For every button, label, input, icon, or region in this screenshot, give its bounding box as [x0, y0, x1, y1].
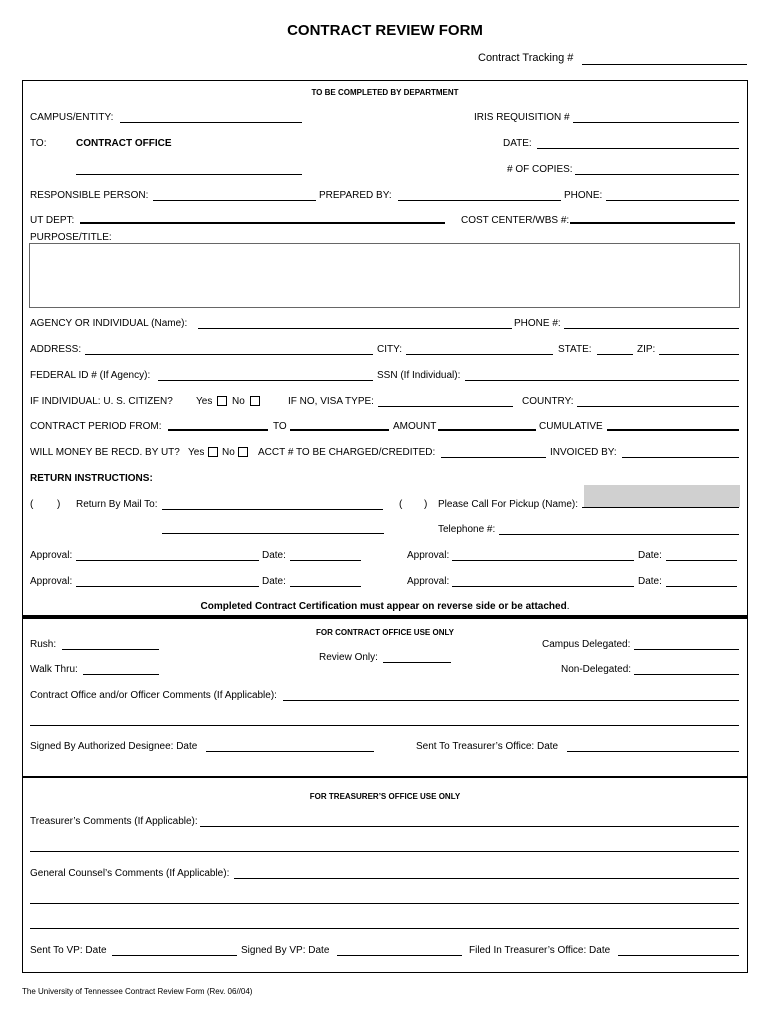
iris-label: IRIS REQUISITION #: [474, 112, 570, 123]
treasurer-comments-field-2[interactable]: [30, 851, 739, 852]
department-header: TO BE COMPLETED BY DEPARTMENT: [311, 88, 459, 97]
approval-label-1: Approval:: [30, 550, 73, 561]
pickup-label: Please Call For Pickup (Name):: [438, 499, 579, 510]
telephone-label: Telephone #:: [438, 524, 496, 535]
telephone-field[interactable]: [499, 534, 739, 535]
phone-label: PHONE:: [564, 190, 603, 201]
to-label: TO:: [30, 138, 47, 149]
purpose-textarea[interactable]: [29, 243, 740, 308]
federal-id-label: FEDERAL ID # (If Agency):: [30, 370, 151, 381]
acct-label: ACCT # TO BE CHARGED/CREDITED:: [258, 447, 436, 458]
period-to-field[interactable]: [290, 429, 389, 431]
campus-field[interactable]: [120, 122, 302, 123]
visa-field[interactable]: [378, 406, 513, 407]
return-mail-field[interactable]: [162, 509, 383, 510]
return-mail-field-2[interactable]: [162, 533, 384, 534]
cost-center-label: COST CENTER/WBS #:: [461, 215, 570, 226]
state-field[interactable]: [597, 354, 633, 355]
approval-date-field-3[interactable]: [290, 586, 361, 587]
ssn-label: SSN (If Individual):: [377, 370, 461, 381]
cumulative-field[interactable]: [607, 429, 739, 431]
visa-label: IF NO, VISA TYPE:: [288, 396, 374, 407]
acct-field[interactable]: [441, 457, 546, 458]
money-no-label: No: [222, 447, 235, 458]
sent-vp-label: Sent To VP: Date: [30, 945, 107, 956]
mail-paren-close: ): [57, 499, 61, 510]
money-yes-checkbox[interactable]: [208, 447, 218, 457]
approval-date-label-4: Date:: [638, 576, 662, 587]
approval-date-field-2[interactable]: [666, 560, 737, 561]
money-recd-label: WILL MONEY BE RECD. BY UT?: [30, 447, 180, 458]
amount-field[interactable]: [438, 429, 536, 431]
approval-field-4[interactable]: [452, 586, 634, 587]
page-title: CONTRACT REVIEW FORM: [287, 22, 483, 39]
citizen-yes-label: Yes: [196, 396, 213, 407]
responsible-label: RESPONSIBLE PERSON:: [30, 190, 149, 201]
office-comments-field[interactable]: [283, 700, 739, 701]
signed-vp-label: Signed By VP: Date: [241, 945, 330, 956]
date-field[interactable]: [537, 148, 739, 149]
country-label: COUNTRY:: [522, 396, 574, 407]
agency-phone-field[interactable]: [564, 328, 739, 329]
citizen-no-label: No: [232, 396, 245, 407]
federal-id-field[interactable]: [158, 380, 373, 381]
sent-treasurer-label: Sent To Treasurer’s Office: Date: [416, 741, 559, 752]
if-individual-label: IF INDIVIDUAL: U. S. CITIZEN?: [30, 396, 173, 407]
non-delegated-field[interactable]: [634, 674, 739, 675]
prepared-label: PREPARED BY:: [319, 190, 392, 201]
invoiced-label: INVOICED BY:: [550, 447, 617, 458]
tracking-field[interactable]: [582, 64, 747, 65]
invoiced-field[interactable]: [622, 457, 739, 458]
address-label: ADDRESS:: [30, 344, 82, 355]
zip-field[interactable]: [659, 354, 739, 355]
sent-vp-field[interactable]: [112, 955, 237, 956]
counsel-comments-field-3[interactable]: [30, 928, 739, 929]
campus-label: CAMPUS/ENTITY:: [30, 112, 114, 123]
signed-designee-label: Signed By Authorized Designee: Date: [30, 741, 198, 752]
filed-label: Filed In Treasurer’s Office: Date: [469, 945, 611, 956]
phone-field[interactable]: [606, 200, 739, 201]
review-only-field[interactable]: [383, 662, 451, 663]
zip-label: ZIP:: [637, 344, 656, 355]
walk-thru-field[interactable]: [83, 674, 159, 675]
treasurer-comments-field[interactable]: [200, 826, 739, 827]
state-label: STATE:: [558, 344, 592, 355]
review-only-label: Review Only:: [319, 652, 378, 663]
contract-office-text: CONTRACT OFFICE: [76, 138, 172, 149]
period-from-field[interactable]: [168, 429, 268, 431]
iris-field[interactable]: [573, 122, 739, 123]
city-label: CITY:: [377, 344, 403, 355]
signed-designee-field[interactable]: [206, 751, 374, 752]
office-header: FOR CONTRACT OFFICE USE ONLY: [316, 628, 454, 637]
amount-label: AMOUNT: [393, 421, 437, 432]
approval-label-3: Approval:: [30, 576, 73, 587]
address-field[interactable]: [85, 354, 373, 355]
period-label: CONTRACT PERIOD FROM:: [30, 421, 162, 432]
approval-field-1[interactable]: [76, 560, 259, 561]
pickup-paren-close: ): [424, 499, 428, 510]
citizen-yes-checkbox[interactable]: [217, 396, 227, 406]
pickup-name-underline: [582, 507, 739, 508]
ut-dept-field[interactable]: [80, 222, 445, 224]
agency-field[interactable]: [198, 328, 512, 329]
approval-date-label-1: Date:: [262, 550, 286, 561]
copies-field[interactable]: [575, 174, 739, 175]
campus-delegated-field[interactable]: [634, 649, 739, 650]
approval-date-field-1[interactable]: [290, 560, 361, 561]
approval-date-field-4[interactable]: [666, 586, 737, 587]
city-field[interactable]: [406, 354, 553, 355]
pickup-paren-open: (: [399, 499, 403, 510]
office-comments-field-2[interactable]: [30, 725, 739, 726]
counsel-comments-label: General Counsel’s Comments (If Applicable):: [30, 868, 230, 879]
office-comments-label: Contract Office and/or Officer Comments (If Applicable):: [30, 690, 277, 701]
period-to-label: TO: [273, 421, 287, 432]
campus-delegated-label: Campus Delegated:: [542, 639, 631, 650]
walk-thru-label: Walk Thru:: [30, 664, 78, 675]
treasurer-header: FOR TREASURER’S OFFICE USE ONLY: [309, 792, 461, 801]
agency-label: AGENCY OR INDIVIDUAL (Name):: [30, 318, 188, 329]
rush-label: Rush:: [30, 639, 57, 650]
footer-text: The University of Tennessee Contract Review Form (Rev. 06//04): [22, 987, 253, 996]
certification-text: Completed Contract Certification must appear on reverse side or be attached: [200, 601, 567, 612]
pickup-name-field[interactable]: [584, 485, 740, 507]
citizen-no-checkbox[interactable]: [250, 396, 260, 406]
non-delegated-label: Non-Delegated:: [561, 664, 632, 675]
country-field[interactable]: [577, 406, 739, 407]
approval-field-3[interactable]: [76, 586, 259, 587]
certification-note: [0, 601, 770, 613]
certification-period: .: [566, 601, 570, 612]
ut-dept-label: UT DEPT:: [30, 215, 75, 226]
prepared-field[interactable]: [398, 200, 561, 201]
counsel-comments-field[interactable]: [234, 878, 739, 879]
money-no-checkbox[interactable]: [238, 447, 248, 457]
approval-date-label-3: Date:: [262, 576, 286, 587]
counsel-comments-field-2[interactable]: [30, 903, 739, 904]
mail-paren-open: (: [30, 499, 34, 510]
money-yes-label: Yes: [188, 447, 205, 458]
date-label: DATE:: [503, 138, 532, 149]
treasurer-comments-label: Treasurer’s Comments (If Applicable):: [30, 816, 198, 827]
agency-phone-label: PHONE #:: [514, 318, 561, 329]
filed-field[interactable]: [618, 955, 739, 956]
return-mail-label: Return By Mail To:: [76, 499, 158, 510]
return-instructions-label: RETURN INSTRUCTIONS:: [30, 473, 153, 484]
signed-vp-field[interactable]: [337, 955, 462, 956]
approval-label-2: Approval:: [407, 550, 450, 561]
approval-label-4: Approval:: [407, 576, 450, 587]
copies-label: # OF COPIES:: [507, 164, 573, 175]
tracking-label: Contract Tracking #: [478, 52, 574, 64]
rush-field[interactable]: [62, 649, 159, 650]
approval-date-label-2: Date:: [638, 550, 662, 561]
approval-field-2[interactable]: [452, 560, 634, 561]
cumulative-label: CUMULATIVE: [539, 421, 603, 432]
purpose-label: PURPOSE/TITLE:: [30, 232, 112, 243]
campus-extra-field[interactable]: [76, 174, 302, 175]
cost-center-field[interactable]: [570, 222, 735, 224]
ssn-field[interactable]: [465, 380, 739, 381]
responsible-field[interactable]: [153, 200, 316, 201]
sent-treasurer-field[interactable]: [567, 751, 739, 752]
